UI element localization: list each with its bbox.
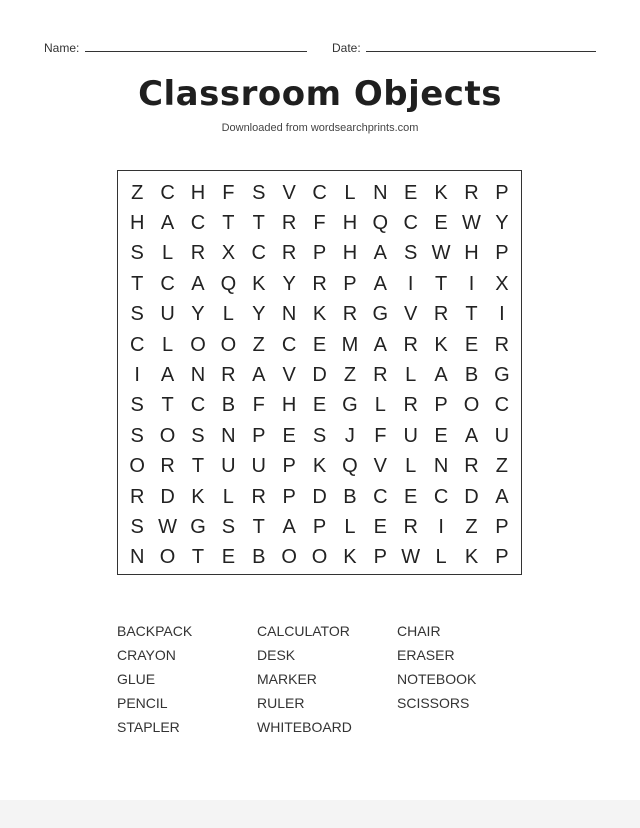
grid-cell[interactable]: G: [342, 394, 358, 417]
grid-cell[interactable]: T: [131, 272, 144, 295]
grid-cell[interactable]: H: [190, 181, 206, 204]
grid-cell[interactable]: T: [191, 455, 205, 478]
grid-row: [122, 178, 517, 208]
grid-cell[interactable]: Y: [282, 272, 296, 295]
grid-cell[interactable]: F: [313, 212, 326, 235]
grid-cell[interactable]: W: [462, 212, 481, 235]
date-label: Date:: [332, 41, 361, 55]
grid-cell[interactable]: P: [282, 455, 296, 478]
grid-cell[interactable]: L: [405, 455, 417, 478]
grid-cell[interactable]: R: [433, 303, 449, 326]
grid-cell[interactable]: P: [495, 181, 509, 204]
grid-cell[interactable]: V: [404, 303, 418, 326]
date-line[interactable]: [366, 51, 596, 52]
grid-cell[interactable]: A: [373, 333, 387, 356]
grid-cell[interactable]: S: [404, 242, 418, 265]
grid-cell[interactable]: Q: [372, 212, 389, 235]
grid-cell[interactable]: Z: [465, 515, 478, 538]
grid-cell[interactable]: A: [464, 424, 479, 447]
grid-cell[interactable]: S: [191, 424, 205, 447]
grid-cell[interactable]: R: [464, 181, 479, 204]
grid-cell[interactable]: E: [221, 546, 236, 569]
grid-cell[interactable]: P: [252, 424, 266, 447]
grid-cell[interactable]: P: [495, 515, 509, 538]
grid-cell[interactable]: O: [190, 333, 206, 356]
grid-cell[interactable]: L: [344, 181, 356, 204]
grid-cell[interactable]: S: [130, 394, 144, 417]
grid-cell[interactable]: O: [220, 333, 237, 356]
grid-cell[interactable]: D: [312, 485, 327, 508]
grid-cell[interactable]: T: [191, 546, 205, 569]
grid-cell[interactable]: K: [434, 181, 448, 204]
grid-cell[interactable]: C: [494, 394, 510, 417]
word-list-item: CRAYON: [117, 647, 176, 663]
grid-cell[interactable]: U: [160, 303, 175, 326]
grid-cell[interactable]: K: [191, 485, 205, 508]
grid-cell[interactable]: R: [251, 485, 266, 508]
grid-row: [122, 452, 517, 482]
grid-cell[interactable]: R: [403, 333, 418, 356]
grid-cell[interactable]: I: [468, 272, 475, 295]
grid-row: [122, 239, 517, 269]
grid-cell[interactable]: U: [221, 455, 236, 478]
grid-cell[interactable]: R: [342, 303, 358, 326]
grid-cell[interactable]: P: [282, 485, 296, 508]
grid-row: [122, 482, 517, 512]
grid-row: [122, 543, 517, 573]
grid-cell[interactable]: L: [222, 485, 234, 508]
grid-cell[interactable]: C: [190, 212, 206, 235]
grid-cell[interactable]: B: [221, 394, 236, 417]
grid-cell[interactable]: C: [190, 394, 206, 417]
grid-row: [122, 512, 517, 542]
grid-cell[interactable]: L: [162, 242, 174, 265]
grid-cell[interactable]: C: [373, 485, 388, 508]
grid-cell[interactable]: A: [434, 364, 448, 387]
grid-cell[interactable]: I: [407, 272, 414, 295]
name-label: Name:: [44, 41, 80, 55]
grid-cell[interactable]: N: [373, 181, 388, 204]
grid-cell[interactable]: O: [281, 546, 297, 569]
grid-cell[interactable]: L: [435, 546, 447, 569]
grid-cell[interactable]: E: [312, 394, 327, 417]
grid-cell[interactable]: P: [373, 546, 387, 569]
grid-cell[interactable]: E: [434, 212, 448, 235]
word-list-item: GLUE: [117, 671, 156, 687]
grid-cell[interactable]: R: [403, 394, 418, 417]
word-list-item: NOTEBOOK: [397, 671, 477, 687]
grid-cell[interactable]: T: [222, 212, 235, 235]
grid-cell[interactable]: C: [160, 181, 175, 204]
grid-cell[interactable]: C: [251, 242, 266, 265]
grid-cell[interactable]: P: [343, 272, 357, 295]
grid-cell[interactable]: R: [221, 364, 236, 387]
word-list-item: CALCULATOR: [257, 623, 350, 639]
grid-cell[interactable]: V: [282, 181, 296, 204]
word-list-item: ERASER: [397, 647, 455, 663]
grid-cell[interactable]: D: [160, 485, 175, 508]
grid-cell[interactable]: K: [312, 455, 327, 478]
grid-cell[interactable]: P: [312, 515, 327, 538]
word-list-item: SCISSORS: [397, 695, 470, 711]
grid-cell[interactable]: W: [431, 242, 451, 265]
grid-cell[interactable]: P: [434, 394, 448, 417]
grid-cell[interactable]: G: [494, 364, 510, 387]
grid-cell[interactable]: A: [160, 212, 175, 235]
grid-cell[interactable]: A: [252, 364, 266, 387]
grid-cell[interactable]: S: [130, 242, 144, 265]
grid-cell[interactable]: Z: [343, 364, 357, 387]
grid-cell[interactable]: L: [222, 303, 234, 326]
grid-cell[interactable]: S: [130, 515, 144, 538]
grid-cell[interactable]: K: [464, 546, 479, 569]
grid-cell[interactable]: E: [282, 424, 296, 447]
grid-cell[interactable]: Z: [131, 181, 144, 204]
grid-cell[interactable]: A: [373, 272, 387, 295]
grid-cell[interactable]: I: [499, 303, 505, 326]
word-list-item: WHITEBOARD: [257, 719, 352, 735]
grid-cell[interactable]: P: [495, 242, 509, 265]
word-list: [117, 622, 537, 736]
grid-cell[interactable]: Z: [252, 333, 265, 356]
grid-cell[interactable]: T: [252, 515, 265, 538]
grid-cell[interactable]: N: [129, 546, 145, 569]
grid-cell[interactable]: W: [401, 546, 421, 569]
grid-cell[interactable]: A: [160, 364, 175, 387]
grid-cell[interactable]: I: [134, 364, 140, 387]
grid-cell[interactable]: K: [343, 546, 357, 569]
grid-cell[interactable]: Y: [191, 303, 205, 326]
grid-cell[interactable]: M: [341, 333, 359, 356]
grid-row: [122, 360, 517, 390]
grid-cell[interactable]: C: [403, 212, 418, 235]
grid-cell[interactable]: A: [373, 242, 387, 265]
grid-cell[interactable]: B: [464, 364, 479, 387]
grid-cell[interactable]: R: [160, 455, 175, 478]
grid-cell[interactable]: L: [344, 515, 356, 538]
grid-cell[interactable]: C: [433, 485, 449, 508]
grid-cell[interactable]: E: [464, 333, 479, 356]
grid-row: [122, 391, 517, 421]
grid-cell[interactable]: C: [312, 181, 327, 204]
grid-cell[interactable]: W: [158, 515, 178, 538]
grid-cell[interactable]: T: [161, 394, 174, 417]
grid-cell[interactable]: D: [464, 485, 479, 508]
grid-cell[interactable]: H: [342, 242, 358, 265]
grid-cell[interactable]: T: [465, 303, 478, 326]
grid-cell[interactable]: L: [162, 333, 174, 356]
grid-cell[interactable]: H: [281, 394, 297, 417]
grid-cell[interactable]: I: [438, 515, 444, 538]
grid-cell[interactable]: S: [130, 424, 144, 447]
grid-cell[interactable]: R: [403, 515, 418, 538]
grid-cell[interactable]: E: [404, 485, 418, 508]
grid-cell[interactable]: A: [495, 485, 509, 508]
grid-cell[interactable]: S: [130, 303, 144, 326]
grid-cell[interactable]: P: [312, 242, 327, 265]
word-list-item: DESK: [257, 647, 296, 663]
grid-cell[interactable]: C: [281, 333, 297, 356]
grid-cell[interactable]: O: [159, 424, 176, 447]
grid-cell[interactable]: C: [160, 272, 175, 295]
grid-cell[interactable]: Q: [342, 455, 358, 478]
grid-cell[interactable]: B: [252, 546, 266, 569]
grid-cell[interactable]: N: [281, 303, 297, 326]
word-list-item: MARKER: [257, 671, 317, 687]
grid-cell[interactable]: O: [311, 546, 328, 569]
grid-cell[interactable]: C: [129, 333, 145, 356]
grid-cell[interactable]: R: [464, 455, 479, 478]
grid-cell[interactable]: R: [494, 333, 510, 356]
grid-cell[interactable]: U: [494, 424, 510, 447]
footer-strip: [0, 800, 640, 828]
grid-cell[interactable]: H: [342, 212, 358, 235]
grid-cell[interactable]: X: [221, 242, 236, 265]
grid-cell[interactable]: R: [129, 485, 145, 508]
grid-cell[interactable]: E: [373, 515, 387, 538]
grid-cell[interactable]: G: [190, 515, 206, 538]
word-list-item: CHAIR: [397, 623, 441, 639]
grid-cell[interactable]: G: [372, 303, 389, 326]
grid-cell[interactable]: A: [282, 515, 296, 538]
grid-cell[interactable]: O: [159, 546, 176, 569]
grid-cell[interactable]: Q: [220, 272, 237, 295]
grid-cell[interactable]: S: [312, 424, 327, 447]
word-list-item: BACKPACK: [117, 623, 193, 639]
word-list-item: STAPLER: [117, 719, 180, 735]
grid-cell[interactable]: S: [221, 515, 236, 538]
grid-cell[interactable]: Y: [252, 303, 266, 326]
grid-cell[interactable]: N: [190, 364, 206, 387]
grid-cell[interactable]: H: [129, 212, 145, 235]
page-subtitle: Downloaded from wordsearchprints.com: [221, 122, 419, 134]
grid-cell[interactable]: F: [374, 424, 387, 447]
grid-row: [122, 300, 517, 330]
grid-row: [122, 330, 517, 360]
grid-cell[interactable]: Z: [495, 455, 508, 478]
grid-cell[interactable]: A: [191, 272, 205, 295]
grid-cell[interactable]: T: [434, 272, 448, 295]
letter-grid: [117, 170, 522, 575]
grid-cell[interactable]: R: [190, 242, 206, 265]
grid-cell[interactable]: J: [344, 424, 355, 447]
grid-cell[interactable]: L: [405, 364, 417, 387]
grid-cell[interactable]: S: [252, 181, 266, 204]
grid-cell[interactable]: P: [495, 546, 509, 569]
grid-cell[interactable]: X: [495, 272, 509, 295]
grid-cell[interactable]: K: [312, 303, 327, 326]
word-list-item: PENCIL: [117, 695, 168, 711]
grid-row: [122, 269, 517, 299]
grid-cell[interactable]: U: [251, 455, 266, 478]
grid-cell[interactable]: R: [312, 272, 327, 295]
grid-cell[interactable]: O: [463, 394, 480, 417]
grid-cell[interactable]: L: [374, 394, 386, 417]
grid-cell[interactable]: D: [312, 364, 327, 387]
word-list-item: RULER: [257, 695, 305, 711]
grid-cell[interactable]: V: [282, 364, 296, 387]
grid-cell[interactable]: N: [221, 424, 236, 447]
grid-cell[interactable]: E: [312, 333, 327, 356]
grid-cell[interactable]: R: [281, 242, 297, 265]
grid-cell[interactable]: K: [434, 333, 448, 356]
grid-cell[interactable]: E: [404, 181, 418, 204]
grid-cell[interactable]: R: [373, 364, 388, 387]
grid-cell[interactable]: H: [464, 242, 479, 265]
grid-cell[interactable]: V: [373, 455, 387, 478]
page-title: Classroom Objects: [138, 74, 502, 114]
grid-cell[interactable]: E: [434, 424, 448, 447]
grid-cell[interactable]: Y: [495, 212, 509, 235]
grid-cell[interactable]: O: [129, 455, 145, 478]
name-line[interactable]: [85, 51, 307, 52]
grid-cell[interactable]: F: [222, 181, 235, 204]
grid-cell[interactable]: K: [252, 272, 266, 295]
grid-cell[interactable]: R: [281, 212, 297, 235]
grid-cell[interactable]: T: [252, 212, 265, 235]
grid-cell[interactable]: B: [343, 485, 357, 508]
grid-row: [122, 421, 517, 451]
grid-cell[interactable]: U: [403, 424, 418, 447]
grid-cell[interactable]: N: [433, 455, 449, 478]
grid-row: [122, 208, 517, 238]
grid-cell[interactable]: F: [252, 394, 265, 417]
